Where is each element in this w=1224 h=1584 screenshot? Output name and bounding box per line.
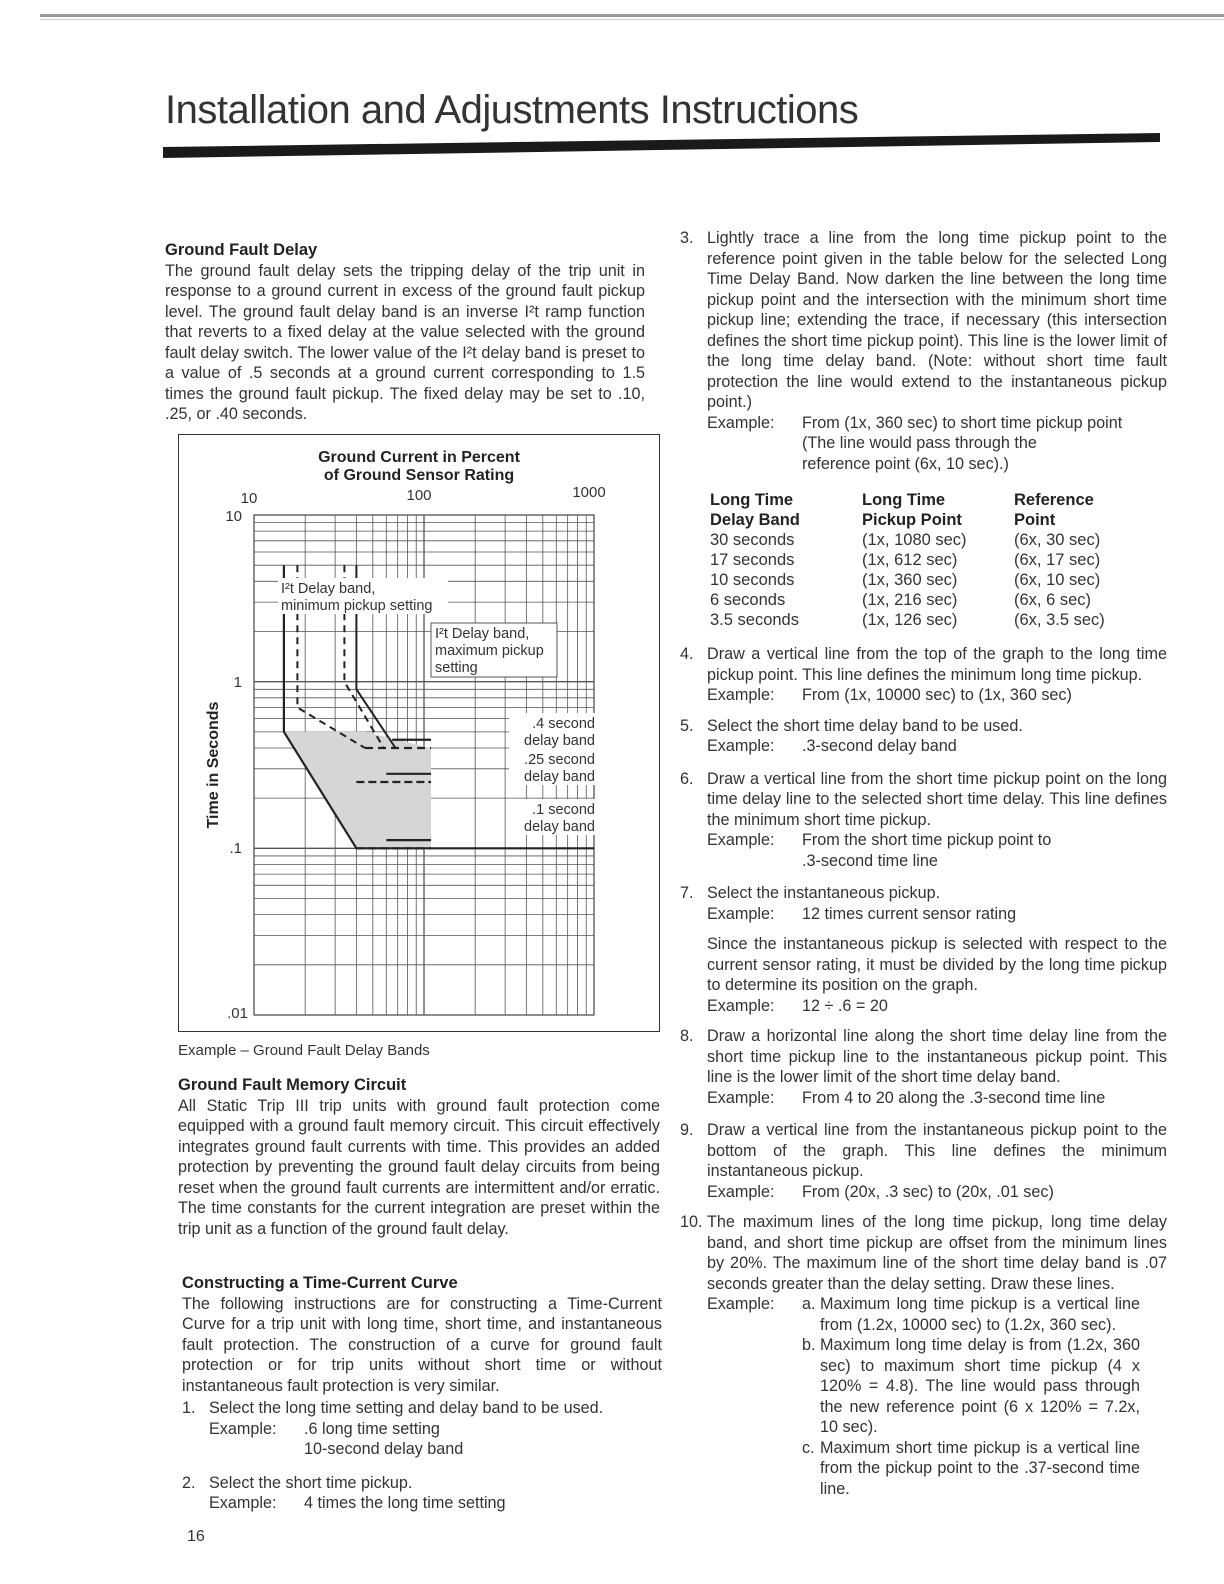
step-10-item-b — [802, 1335, 1140, 1438]
ground-fault-delay-figure — [178, 434, 660, 1032]
right-column — [680, 228, 1180, 1499]
step-1-text: Select the long time setting and delay band to be used. — [209, 1399, 604, 1417]
step-2 — [182, 1473, 662, 1514]
step-1-example-label: Example: — [209, 1419, 277, 1438]
time-current-curve-text: The following instructions are for constructing a Time-Current Curve for a trip unit with long time, short time, and instantaneous fault protection. The construction of a curve for ground fault protection or for trip units without short time or without instantaneous fault protection is very similar. — [182, 1294, 662, 1395]
step-9-example-label: Example: — [707, 1182, 775, 1201]
x-tick-label-10: 10 — [240, 490, 258, 507]
ground-fault-chart — [179, 435, 658, 1030]
step-10-b-text: Maximum long time delay is from (1.2x, 360 sec) to maximum short time pickup (4 x 120% = 4.8). The line would pass through the new reference point (6 x 120% = 7.2x, 10 sec). — [820, 1336, 1140, 1436]
step-1-number: 1. — [182, 1399, 196, 1417]
step-7 — [680, 883, 1180, 1016]
y-tick-label-1: 1 — [233, 674, 242, 691]
table-cell: 17 seconds — [710, 551, 795, 569]
step-5-number: 5. — [680, 716, 694, 735]
step-10-c-label: c. — [802, 1438, 815, 1457]
table-cell: (1x, 360 sec) — [862, 571, 958, 589]
delay-band-table — [710, 490, 1180, 630]
step-10-example-label: Example: — [707, 1295, 775, 1313]
chart-title-line2: of Ground Sensor Rating — [323, 467, 515, 484]
step-8-number: 8. — [680, 1027, 694, 1045]
table-cell: 10 seconds — [710, 571, 795, 589]
table-header-col1: Long Time Delay Band — [710, 491, 800, 529]
annotation-min-line1: I²t Delay band, — [281, 581, 376, 597]
step-7-number: 7. — [680, 884, 694, 902]
step-2-number: 2. — [182, 1473, 196, 1492]
table-cell: (1x, 1080 sec) — [862, 531, 967, 549]
step-8-text: Draw a horizontal line along the short time delay line from the short time pickup line to the instantaneous pickup point. This line is the lower limit of the short time delay band. — [707, 1027, 1167, 1086]
table-cell: (6x, 6 sec) — [1014, 591, 1092, 609]
page-title: Installation and Adjustments Instructions — [165, 88, 859, 132]
step-7-example: 12 times current sensor rating — [802, 904, 1017, 923]
step-10-a-label: a. — [802, 1295, 816, 1313]
step-7-example-label: Example: — [707, 904, 775, 923]
title-bar — [163, 133, 1160, 158]
table-cell: 6 seconds — [710, 591, 786, 609]
table-cell: 30 seconds — [710, 531, 795, 549]
step-10-a-text: Maximum long time pickup is a vertical line from (1.2x, 10000 sec) to (1.2x, 360 sec). — [820, 1295, 1140, 1334]
step-4-number: 4. — [680, 645, 694, 663]
step-5 — [680, 716, 1180, 757]
step-8-example: From 4 to 20 along the .3-second time line — [802, 1088, 1106, 1107]
table-cell: (1x, 126 sec) — [862, 611, 958, 629]
annotation-025-line2: delay band — [524, 769, 595, 785]
x-tick-label-100: 100 — [406, 487, 432, 504]
step-7-example2-label: Example: — [707, 996, 775, 1015]
table-cell: (6x, 10 sec) — [1014, 571, 1101, 589]
step-6 — [680, 769, 1180, 872]
step-9 — [680, 1120, 1180, 1202]
y-tick-label-0.01: .01 — [227, 1005, 248, 1022]
table-cell: (1x, 612 sec) — [862, 551, 958, 569]
table-cell: (6x, 17 sec) — [1014, 551, 1101, 569]
table-cell: (6x, 3.5 sec) — [1014, 611, 1105, 629]
step-6-example-line2: .3-second time line — [802, 851, 938, 870]
step-1 — [182, 1398, 662, 1460]
step-4-example: From (1x, 10000 sec) to (1x, 360 sec) — [802, 686, 1072, 704]
step-7-example2: 12 ÷ .6 = 20 — [802, 996, 888, 1015]
step-3 — [680, 228, 1180, 474]
top-rule-thin — [40, 19, 1224, 20]
time-current-curve-heading: Constructing a Time-Current Curve — [182, 1274, 458, 1292]
table-cell: 3.5 seconds — [710, 611, 799, 629]
step-6-example-line1: From the short time pickup point to — [802, 831, 1052, 849]
annotation-04-line2: delay band — [524, 733, 595, 749]
step-3-example-line3: reference point (6x, 10 sec).) — [802, 454, 1009, 473]
annotation-01-line2: delay band — [524, 819, 595, 835]
step-3-example-line1: From (1x, 360 sec) to short time pickup point — [802, 413, 1123, 432]
step-4-example-label: Example: — [707, 686, 775, 704]
ground-fault-delay-section — [165, 240, 645, 425]
ground-fault-memory-text: All Static Trip III trip units with ground fault protection come equipped with a ground fault memory circuit. This circuit effectively integrates ground fault currents with time. This provides an added protection by preventing the ground fault delay circuits from being reset when the ground fault currents are intermittent and/or erratic. The time constants for the current integration are preset within the trip unit as a function of the ground fault delay. — [178, 1096, 660, 1238]
step-10-b-label: b. — [802, 1336, 816, 1354]
time-current-curve-section — [182, 1273, 662, 1514]
ground-fault-delay-text: The ground fault delay sets the tripping delay of the trip unit in response to a ground current in excess of the ground fault pickup level. The ground fault delay band is an inverse I²t ramp function that reverts to a fixed delay at the value selected with the ground fault delay switch. The lower value of the I²t delay band is preset to a value of .5 seconds at a ground current corresponding to 1.5 times the ground fault pickup. The fixed delay may be set to .10, .25, or .40 seconds. — [165, 261, 645, 423]
figure-caption: Example – Ground Fault Delay Bands — [178, 1042, 430, 1059]
table-header-col2: Long Time Pickup Point — [862, 491, 962, 529]
top-rule — [40, 14, 1224, 17]
chart-title-line1: Ground Current in Percent — [318, 449, 520, 466]
step-10-number: 10. — [680, 1213, 703, 1231]
x-tick-label-1000: 1000 — [572, 484, 606, 501]
annotation-01-line1: .1 second — [532, 802, 595, 818]
step-10 — [680, 1212, 1180, 1499]
y-tick-label-10: 10 — [225, 508, 242, 525]
ground-fault-memory-heading: Ground Fault Memory Circuit — [178, 1076, 407, 1094]
y-tick-label-0.1: .1 — [229, 840, 242, 857]
step-10-text: The maximum lines of the long time pickup, long time delay band, and short time pickup are offset from the minimum lines by 20%. The maximum line of the short time delay band is .07 seconds greater than the delay setting. Draw these lines. — [707, 1213, 1167, 1293]
step-10-c-text: Maximum short time pickup is a vertical line from the pickup point to the .37-second time line. — [820, 1438, 1140, 1498]
delay-band-shade — [284, 732, 431, 849]
step-5-example: .3-second delay band — [802, 737, 957, 755]
step-7-text: Select the instantaneous pickup. — [707, 884, 941, 902]
step-2-example: 4 times the long time setting — [304, 1494, 506, 1512]
title-bar-shape — [163, 133, 1160, 158]
step-4 — [680, 644, 1180, 706]
step-1-example-line1: .6 long time setting — [304, 1419, 440, 1438]
table-cell: (1x, 216 sec) — [862, 591, 958, 609]
annotation-min-line2: minimum pickup setting — [281, 598, 433, 614]
step-2-text: Select the short time pickup. — [209, 1473, 413, 1492]
step-10-item-c — [802, 1438, 1140, 1500]
step-6-number: 6. — [680, 769, 694, 788]
step-6-example-label: Example: — [707, 831, 775, 849]
step-1-example-line2: 10-second delay band — [304, 1440, 464, 1458]
step-9-text: Draw a vertical line from the instantaneous pickup point to the bottom of the graph. This line defines the minimum instantaneous pickup. — [707, 1121, 1167, 1180]
step-10-item-a — [802, 1294, 1140, 1335]
step-3-example-label: Example: — [707, 413, 775, 432]
ground-fault-memory-section — [178, 1075, 660, 1239]
annotation-04-line1: .4 second — [532, 716, 595, 732]
annotation-max-line2: maximum pickup — [435, 643, 544, 659]
step-3-text: Lightly trace a line from the long time pickup point to the reference point given in the table below for the selected Long Time Delay Band. Now darken the line between the long time pickup point and the intersection with the minimum short time pickup line; extending the trace, if necessary (this intersection defines the short time pickup point). This line is the lower limit of the long time delay band. (Note: without short time fault protection the line would extend to the instantaneous pickup point.) — [707, 229, 1167, 411]
y-axis-label: Time in Seconds — [205, 701, 222, 829]
step-9-example: From (20x, .3 sec) to (20x, .01 sec) — [802, 1182, 1054, 1201]
annotation-max-line1: I²t Delay band, — [435, 626, 530, 642]
annotation-025-line1: .25 second — [524, 752, 595, 768]
step-8 — [680, 1026, 1180, 1108]
step-8-example-label: Example: — [707, 1088, 775, 1107]
step-9-number: 9. — [680, 1121, 694, 1139]
step-6-text: Draw a vertical line from the short time pickup point on the long time delay line to the selected short time delay. This line defines the minimum short time pickup. — [707, 769, 1167, 829]
annotation-max-line3: setting — [435, 660, 478, 676]
step-3-example-line2: (The line would pass through the — [802, 434, 1037, 452]
step-5-text: Select the short time delay band to be used. — [707, 716, 1023, 735]
table-header-col3: Reference Point — [1014, 491, 1094, 529]
step-7-text2: Since the instantaneous pickup is selected with respect to the current sensor rating, it must be divided by the long time pickup to determine its position on the graph. — [707, 935, 1167, 994]
step-5-example-label: Example: — [707, 737, 775, 755]
ground-fault-delay-heading: Ground Fault Delay — [165, 241, 318, 259]
step-4-text: Draw a vertical line from the top of the graph to the long time pickup point. This line defines the minimum long time pickup. — [707, 645, 1167, 684]
step-2-example-label: Example: — [209, 1494, 277, 1512]
step-3-number: 3. — [680, 229, 694, 247]
page-number: 16 — [187, 1528, 205, 1545]
table-cell: (6x, 30 sec) — [1014, 531, 1101, 549]
